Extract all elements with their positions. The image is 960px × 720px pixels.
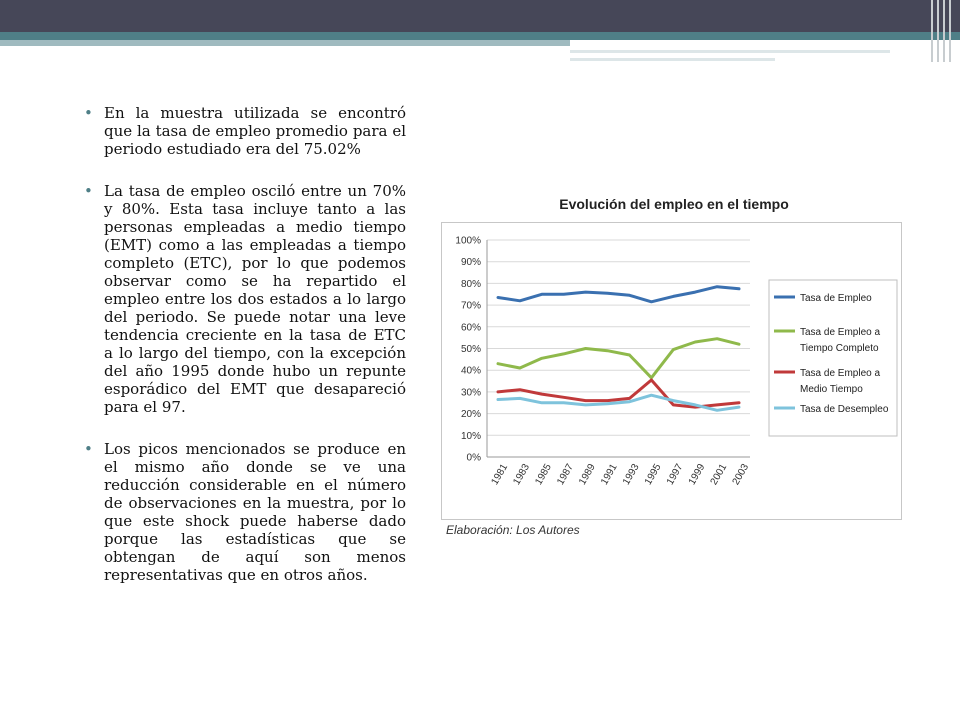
series-line-1 xyxy=(498,287,739,302)
series-line-4 xyxy=(498,395,739,410)
legend-label: Tasa de Empleo xyxy=(800,293,872,304)
legend-label: Tasa de Desempleo xyxy=(800,404,889,415)
chart-credit: Elaboración: Los Autores xyxy=(446,523,580,537)
bullet-list xyxy=(84,104,406,608)
decorative-bar xyxy=(937,0,939,62)
chart-title: Evolución del empleo en el tiempo xyxy=(559,196,789,212)
y-tick-label: 30% xyxy=(460,387,481,399)
bullet-item xyxy=(84,182,406,416)
legend-label: Tasa de Empleo a xyxy=(800,327,881,338)
bullet-text: En la muestra utilizada se encontró que la tasa de empleo promedio para el periodo estudiado era del 75.02% xyxy=(104,104,406,158)
x-tick-label: 2003 xyxy=(730,462,752,487)
decorative-bar xyxy=(943,0,945,62)
bullet-text: La tasa de empleo osciló entre un 70% y 80%. Esta tasa incluye tanto a las personas empleadas a medio tiempo (EMT) como a las empleadas a tiempo completo (ETC), por lo que podemos observar como se ha repartido el empleo entre los dos estados a lo largo del periodo. Se puede notar una leve tendencia creciente en la tasa de ETC a lo largo del tiempo, con la excepción del año 1995 donde hubo un repunte esporádico del EMT que desapareció para el 97. xyxy=(104,182,406,416)
x-tick-label: 1997 xyxy=(664,462,686,487)
chart-frame xyxy=(441,222,902,520)
bullet-item xyxy=(84,104,406,158)
accent-band xyxy=(0,32,960,40)
decorative-rule xyxy=(570,58,775,61)
line-chart xyxy=(442,223,901,519)
y-tick-label: 60% xyxy=(460,322,481,334)
decorative-rule xyxy=(570,50,890,53)
x-tick-label: 2001 xyxy=(708,462,730,487)
y-tick-label: 0% xyxy=(466,452,481,464)
x-tick-label: 1987 xyxy=(555,462,576,487)
x-tick-label: 1985 xyxy=(533,462,554,487)
decorative-bar xyxy=(949,0,951,62)
legend-label: Tasa de Empleo a xyxy=(800,368,881,379)
series-line-2 xyxy=(498,339,739,378)
y-tick-label: 50% xyxy=(460,344,481,355)
y-tick-label: 40% xyxy=(460,365,481,377)
bullet-marker: • xyxy=(84,440,93,458)
x-tick-label: 1983 xyxy=(511,462,533,487)
x-tick-label: 1991 xyxy=(599,462,620,487)
title-bar xyxy=(0,0,960,32)
bullet-marker: • xyxy=(84,182,93,200)
x-tick-label: 1999 xyxy=(686,462,708,487)
y-tick-label: 80% xyxy=(460,278,481,290)
y-tick-label: 90% xyxy=(460,257,481,269)
x-tick-label: 1995 xyxy=(642,462,664,487)
y-tick-label: 70% xyxy=(460,300,481,312)
decorative-bar xyxy=(931,0,933,62)
bullet-marker: • xyxy=(84,104,93,122)
x-tick-label: 1981 xyxy=(489,462,511,487)
legend-label: Tiempo Completo xyxy=(800,343,879,354)
bullet-item xyxy=(84,440,406,584)
y-tick-label: 20% xyxy=(460,409,481,421)
x-tick-label: 1993 xyxy=(620,462,642,487)
accent-band-light xyxy=(0,40,570,46)
legend-label: Medio Tiempo xyxy=(800,384,863,395)
y-tick-label: 100% xyxy=(455,235,481,247)
bullet-text: Los picos mencionados se produce en el mismo año donde se ve una reducción considerable en el número de observaciones en la muestra, por lo que este shock puede haberse dado porque las estadísticas que se obtengan de aquí son menos representativas que en otros años. xyxy=(104,440,406,584)
x-tick-label: 1989 xyxy=(577,462,598,487)
y-tick-label: 10% xyxy=(460,430,481,442)
